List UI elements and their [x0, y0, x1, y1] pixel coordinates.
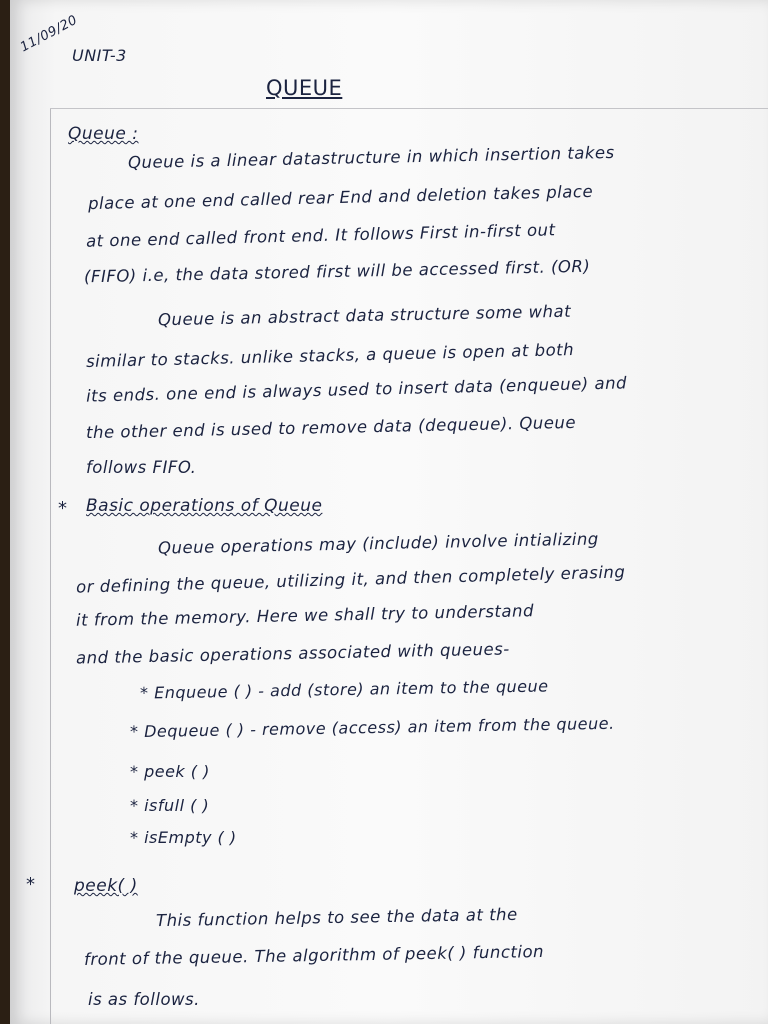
operation-isempty: * isEmpty ( ) — [130, 828, 237, 847]
unit-label: UNIT-3 — [72, 46, 127, 65]
header-rule — [50, 108, 768, 109]
page-title: QUEUE — [266, 76, 343, 100]
operation-isfull: * isfull ( ) — [130, 796, 210, 815]
basic-line-2: or defining the queue, utilizing it, and then completely erasing — [75, 562, 626, 597]
queue-line-4: (FIFO) i.e, the data stored first will be accessed first. (OR) — [83, 256, 591, 287]
queue-line-9: follows FIFO. — [86, 458, 197, 477]
queue-line-1: Queue is a linear datastructure in which insertion takes — [127, 142, 615, 173]
queue-line-5: Queue is an abstract data structure some what — [157, 301, 572, 330]
basic-line-1: Queue operations may (include) involve intializing — [157, 529, 599, 558]
queue-heading: Queue : — [68, 124, 139, 144]
operation-dequeue: * Dequeue ( ) - remove (access) an item from the queue. — [129, 713, 615, 742]
operation-peek: * peek ( ) — [130, 762, 210, 781]
queue-line-2: place at one end called rear End and deletion takes place — [87, 181, 594, 214]
basic-line-4: and the basic operations associated with queues- — [75, 639, 510, 668]
basic-line-3: it from the memory. Here we shall try to understand — [75, 601, 535, 630]
operation-enqueue: * Enqueue ( ) - add (store) an item to the queue — [139, 676, 549, 703]
basic-bullet-icon: * — [58, 498, 68, 519]
peek-line-1: This function helps to see the data at the — [155, 904, 518, 931]
basic-operations-heading: Basic operations of Queue — [86, 496, 323, 516]
notebook-page — [10, 0, 768, 1024]
page-date: 11/09/20 — [18, 12, 81, 56]
queue-line-8: the other end is used to remove data (dequeue). Queue — [85, 412, 577, 443]
peek-line-3: is as follows. — [88, 990, 200, 1009]
margin-rule — [50, 108, 51, 1024]
queue-line-6: similar to stacks. unlike stacks, a queue is open at both — [85, 340, 575, 371]
peek-line-2: front of the queue. The algorithm of peek( ) function — [83, 941, 545, 970]
peek-bullet-icon: * — [26, 874, 36, 895]
queue-line-7: its ends. one end is always used to insert data (enqueue) and — [85, 373, 628, 406]
peek-heading: peek( ) — [74, 876, 138, 896]
queue-line-3: at one end called front end. It follows First in-first out — [85, 220, 556, 251]
